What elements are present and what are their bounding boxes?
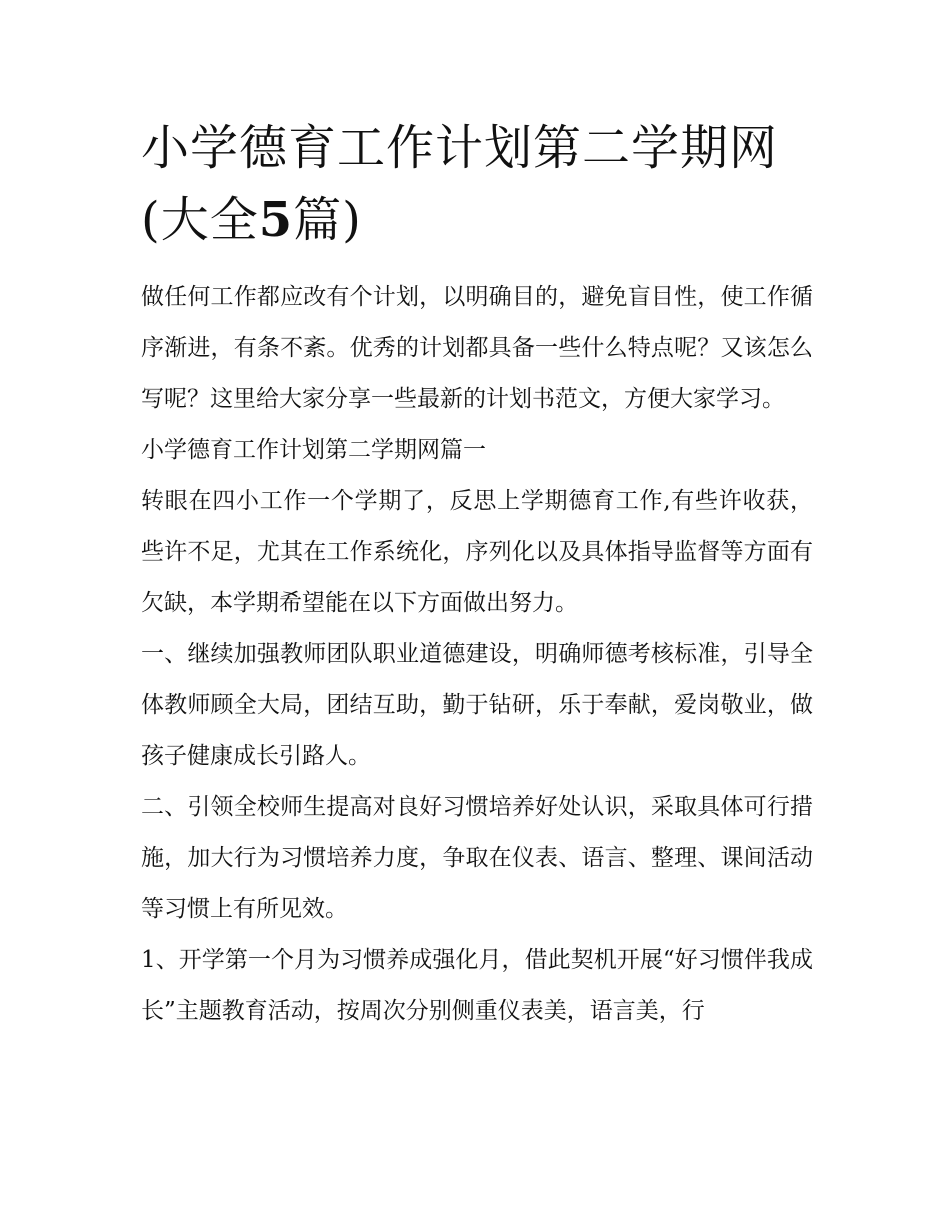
title-line-2-number: 5	[258, 192, 294, 248]
document-title	[141, 112, 813, 256]
section-heading: 小学德育工作计划第二学期网篇一	[141, 437, 486, 463]
body-paragraph: 1、开学第一个月为习惯养成强化月，借此契机开展“好习惯伴我成长”主题教育活动，按周次分别侧重仪表美，语言美，行	[141, 947, 813, 1024]
title-line-1: 小学德育工作计划第二学期网	[141, 120, 779, 176]
body-paragraph: 转眼在四小工作一个学期了，反思上学期德育工作,有些许收获，些许不足，尤其在工作系统化，序列化以及具体指导监督等方面有欠缺，本学期希望能在以下方面做出努力。	[141, 488, 813, 616]
title-line-2-prefix: (大全	[141, 192, 259, 248]
body-paragraph: 二、引领全校师生提高对良好习惯培养好处认识，采取具体可行措施，加大行为习惯培养力度，争取在仪表、语言、整理、课间活动等习惯上有所见效。	[141, 794, 813, 922]
intro-paragraph: 做任何工作都应改有个计划，以明确目的，避免盲目性，使工作循序渐进，有条不紊。优秀的计划都具备一些什么特点呢？又该怎么写呢？这里给大家分享一些最新的计划书范文，方便大家学习。	[141, 284, 813, 412]
document-content	[141, 112, 813, 1037]
body-paragraph: 一、继续加强教师团队职业道德建设，明确师德考核标准，引导全体教师顾全大局，团结互助，勤于钻研，乐于奉献，爱岗敬业，做孩子健康成长引路人。	[141, 641, 813, 769]
title-line-2-suffix: 篇)	[293, 192, 362, 248]
